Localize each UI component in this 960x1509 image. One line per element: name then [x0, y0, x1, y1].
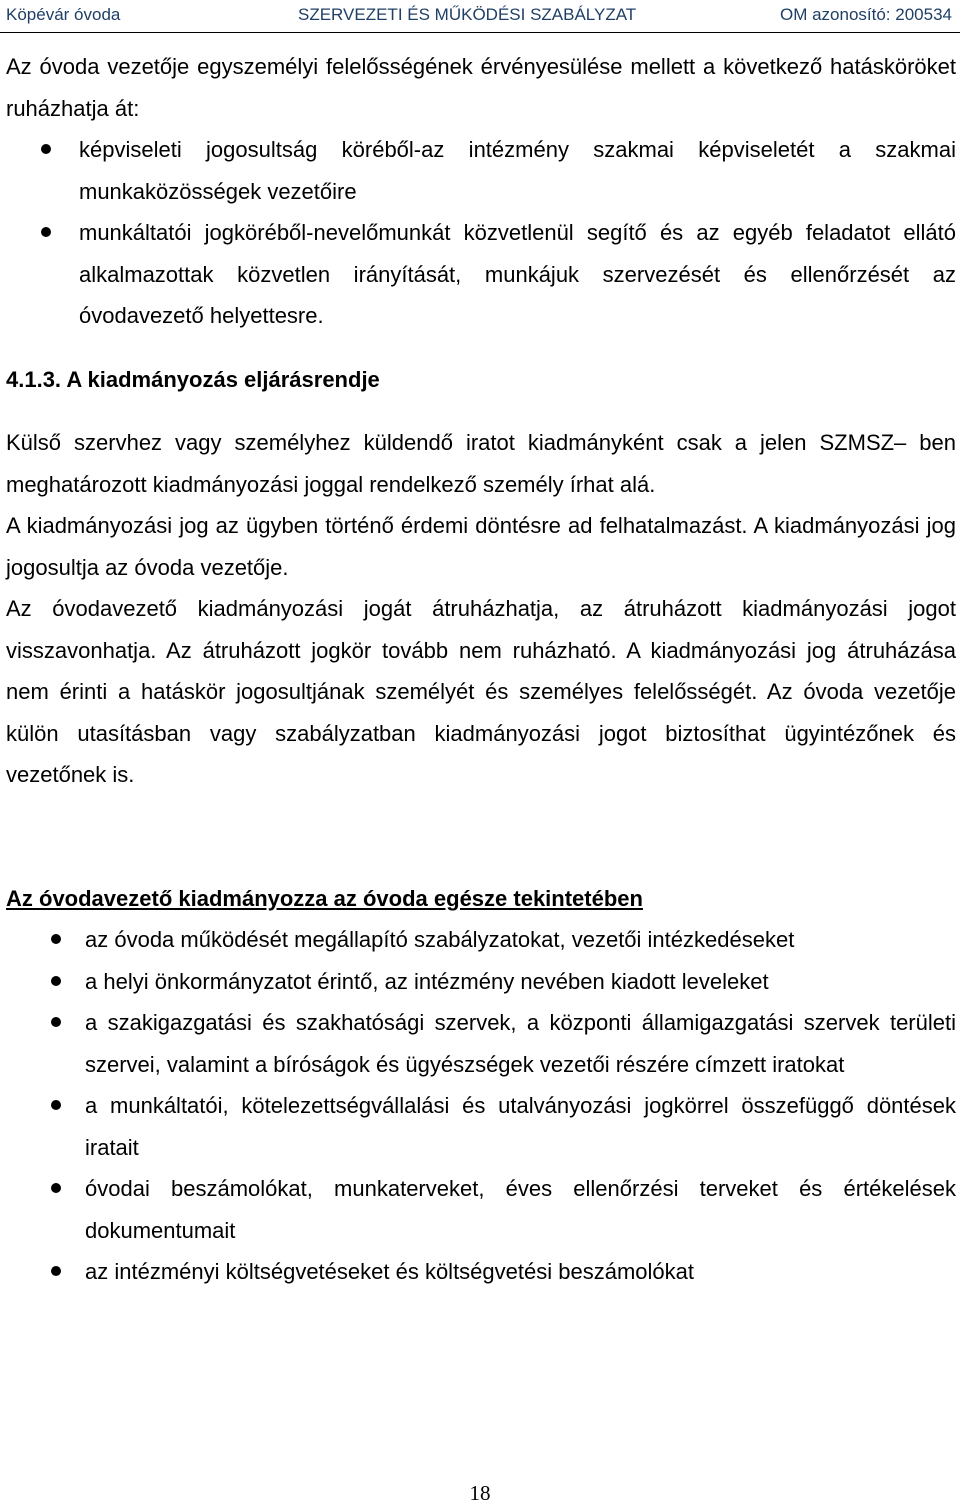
bullet-icon: [51, 1266, 61, 1276]
bullet-icon: [41, 227, 51, 237]
paragraph: Az óvodavezető kiadmányozási jogát átruházhatja, az átruházott kiadmányozási jogot visszavonhatja. Az átruházott jogkör tovább nem ruházható. A kiadmányozási jog átruházása nem érinti a hatáskör jogosultjának személyét és személyes felelősségét. Az óvoda vezetője külön utasításban vagy szabályzatban kiadmányozási jogot biztosíthat ügyintézőnek és vezetőnek is.: [6, 596, 956, 787]
bullet-icon: [51, 1100, 61, 1110]
bullet-icon: [51, 1183, 61, 1193]
list-item: [6, 1002, 956, 1085]
delegation-list: [6, 129, 956, 337]
list-item: [6, 212, 956, 337]
list-item-text: a helyi önkormányzatot érintő, az intézmény nevében kiadott leveleket: [85, 968, 769, 994]
list-item: [6, 129, 956, 212]
paragraph: A kiadmányozási jog az ügyben történő érdemi döntésre ad felhatalmazást. A kiadmányozási jog jogosultja az óvoda vezetője.: [6, 513, 956, 580]
list-item: [6, 1085, 956, 1168]
list-item-text: képviseleti jogosultság köréből-az intézmény szakmai képviseletét a szakmai munkaközösségek vezetőire: [79, 137, 956, 204]
list-item: [6, 1251, 956, 1293]
bullet-icon: [41, 144, 51, 154]
section2-heading: Az óvodavezető kiadmányozza az óvoda egésze tekintetében: [6, 885, 643, 911]
list-item-text: a szakigazgatási és szakhatósági szervek, a központi államigazgatási szervek területi szervei, valamint a bíróságok és ügyészségek vezetői részére címzett iratokat: [85, 1010, 956, 1077]
list-item-text: az intézményi költségvetéseket és költségvetési beszámolókat: [85, 1259, 694, 1284]
spacer: [6, 796, 956, 878]
header-om-id: OM azonosító: 200534: [779, 5, 952, 24]
page-header: [0, 0, 960, 33]
paragraph: Külső szervhez vagy személyhez küldendő iratot kiadmányként csak a jelen SZMSZ– ben meghatározott kiadmányozási joggal rendelkező személy írhat alá.: [6, 430, 956, 497]
bullet-icon: [51, 1017, 61, 1027]
document-body: [6, 46, 956, 1293]
bullet-icon: [51, 976, 61, 986]
intro-paragraph: Az óvoda vezetője egyszemélyi felelősségének érvényesülése mellett a következő hatásköröket ruházhatja át:: [6, 54, 956, 121]
list-item-text: az óvoda működését megállapító szabályzatokat, vezetői intézkedéseket: [85, 927, 795, 952]
list-item-text: munkáltatói jogköréből-nevelőmunkát közvetlenül segítő és az egyéb feladatot ellátó alkalmazottak közvetlen irányítását, munkájuk szervezését és ellenőrzését az óvodavezető helyettesre.: [79, 220, 956, 328]
list-item-text: óvodai beszámolókat, munkaterveket, éves ellenőrzési terveket és értékelések dokumentumait: [85, 1176, 956, 1243]
list-item-text: a munkáltatói, kötelezettségvállalási és utalványozási jogkörrel összefüggő döntések iratait: [85, 1093, 956, 1160]
list-item: [6, 1168, 956, 1251]
list-item: [6, 919, 956, 961]
signing-list: [6, 919, 956, 1293]
header-document-title: SZERVEZETI ÉS MŰKÖDÉSI SZABÁLYZAT: [298, 5, 637, 24]
header-school-name: Köpévár óvoda: [6, 5, 121, 24]
list-item: [6, 961, 956, 1003]
page-number: 18: [469, 1481, 491, 1505]
section-heading: 4.1.3. A kiadmányozás eljárásrendje: [6, 366, 380, 392]
bullet-icon: [51, 934, 61, 944]
